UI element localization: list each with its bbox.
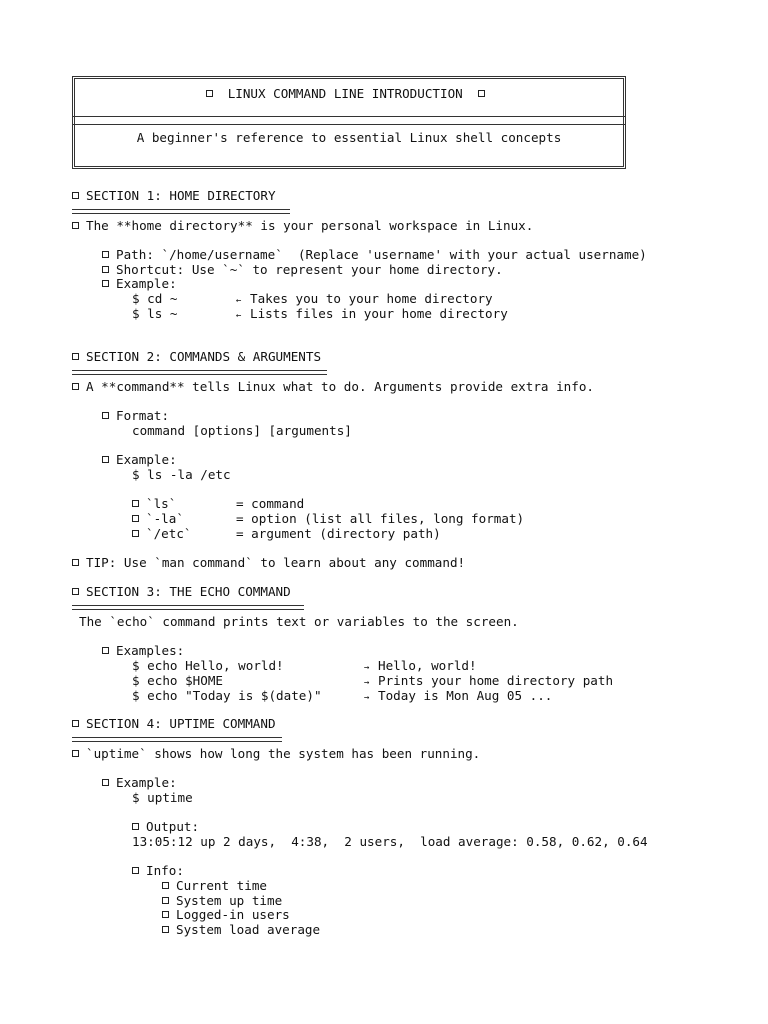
bullet-icon [162,911,169,918]
bullet-icon [132,823,139,830]
info-label: Info: [146,863,184,878]
echo-cmd: $ echo Hello, world! [132,658,284,673]
bullet-icon [72,750,79,757]
section-2-intro-text: A **command** tells Linux what to do. Arguments provide extra info. [86,379,594,394]
bullet-icon [132,867,139,874]
section-4-output: 13:05:12 up 2 days, 4:38, 2 users, load average: 0.58, 0.62, 0.64 [132,834,648,849]
section-3-heading [72,585,291,600]
echo-cmd: $ echo $HOME [132,673,223,688]
section-3-examples-label [102,644,184,659]
examples-label: Examples: [116,643,185,658]
section-3-underline [72,605,304,610]
section-1-cmd-1: $ cd ~ [132,291,178,306]
section-4-example-label [102,776,177,791]
part-desc: = argument (directory path) [236,526,441,541]
section-2-underline [72,370,327,375]
section-4-title: SECTION 4: UPTIME COMMAND [86,716,276,731]
bullet-icon [72,222,79,229]
section-2-intro [72,380,594,395]
arrow-left-icon: ← [236,311,242,321]
bullet-icon [72,559,79,566]
example-label: Example: [116,452,177,467]
bullet-icon [102,779,109,786]
bullet-icon [132,515,139,522]
example-label: Example: [116,276,177,291]
echo-output-text: Prints your home directory path [378,673,614,688]
section-2-example: $ ls -la /etc [132,467,231,482]
section-3-intro: The `echo` command prints text or variables to the screen. [79,614,519,629]
bullet-icon [102,280,109,287]
section-4-intro-text: `uptime` shows how long the system has been running. [86,746,481,761]
arrow-right-icon: → [364,693,370,703]
bullet-icon [132,530,139,537]
page-subtitle: A beginner's reference to essential Linux shell concepts [136,130,562,145]
bullet-icon [102,456,109,463]
bullet-icon [206,90,213,97]
bullet-icon [72,588,79,595]
page-title: LINUX COMMAND LINE INTRODUCTION [227,86,463,101]
section-2-heading [72,350,321,365]
bullet-icon [72,353,79,360]
section-1-intro [72,219,533,234]
section-4-cmd: $ uptime [132,790,193,805]
bullet-icon [162,926,169,933]
section-2-example-label [102,453,177,468]
part-term: `ls` [146,496,177,511]
bullet-icon [102,266,109,273]
section-1-heading [72,189,276,204]
example-label: Example: [116,775,177,790]
format-label: Format: [116,408,170,423]
info-item-text: Logged-in users [176,907,290,922]
section-1-example-label [102,277,177,292]
output-label: Output: [146,819,200,834]
part-row [132,527,192,542]
arrow-right-icon: → [364,678,370,688]
bullet-icon [72,383,79,390]
part-desc: = option (list all files, long format) [236,511,525,526]
info-item [162,879,267,894]
part-row [132,497,176,512]
section-2-title: SECTION 2: COMMANDS & ARGUMENTS [86,349,322,364]
section-1-cmd-2-desc [236,307,508,324]
part-desc: = command [236,496,305,511]
bullet-icon [478,90,485,97]
echo-output-text: Hello, world! [378,658,477,673]
bullet-icon [132,500,139,507]
section-1-path [102,248,647,263]
cmd-desc: Takes you to your home directory [250,291,493,306]
section-1-intro-text: The **home directory** is your personal workspace in Linux. [86,218,534,233]
tip-text: TIP: Use `man command` to learn about any command! [86,555,466,570]
section-4-underline [72,737,282,742]
arrow-left-icon: ← [236,296,242,306]
part-term: `-la` [146,511,184,526]
section-1-cmd-2: $ ls ~ [132,306,178,321]
section-2-format-label [102,409,169,424]
info-item-text: System up time [176,893,283,908]
tip [72,556,465,571]
arrow-right-icon: → [364,663,370,673]
bullet-icon [162,897,169,904]
section-4-output-label [132,820,199,835]
path-text: Path: `/home/username` (Replace 'username' with your actual username) [116,247,647,262]
part-row [132,512,184,527]
info-item [162,908,290,923]
info-item-text: Current time [176,878,267,893]
bullet-icon [72,720,79,727]
echo-output-text: Today is Mon Aug 05 ... [378,688,553,703]
section-2-format: command [options] [arguments] [132,423,352,438]
section-1-title: SECTION 1: HOME DIRECTORY [86,188,276,203]
bullet-icon [102,412,109,419]
cmd-desc: Lists files in your home directory [250,306,508,321]
bullet-icon [72,192,79,199]
section-4-heading [72,717,276,732]
echo-cmd: $ echo "Today is $(date)" [132,688,322,703]
echo-output [364,689,552,706]
header-title-line [72,87,626,102]
bullet-icon [162,882,169,889]
info-item-text: System load average [176,922,321,937]
bullet-icon [102,647,109,654]
header-divider [72,116,626,125]
shortcut-text: Shortcut: Use `~` to represent your home directory. [116,262,503,277]
part-term: `/etc` [146,526,192,541]
section-3-title: SECTION 3: THE ECHO COMMAND [86,584,291,599]
bullet-icon [102,251,109,258]
info-item [162,923,320,938]
section-4-info-label [132,864,184,879]
section-4-intro [72,747,480,762]
section-1-underline [72,209,290,214]
